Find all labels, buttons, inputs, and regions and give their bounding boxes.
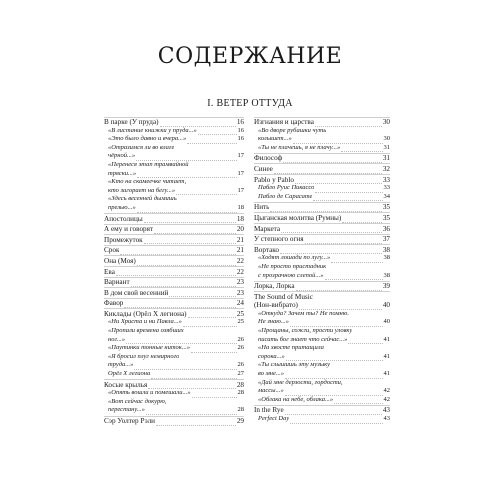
toc-page-number: 24 bbox=[236, 299, 244, 308]
toc-entry-title: Киклады (Орёл X легиона) bbox=[104, 309, 187, 318]
toc-subentry bbox=[254, 379, 390, 388]
section-heading: I. ВЕТЕР ОТТУДА bbox=[207, 98, 293, 109]
toc-entry bbox=[104, 245, 244, 255]
toc-column-right bbox=[254, 116, 390, 424]
toc-page-number: 41 bbox=[383, 370, 390, 378]
leader-dots bbox=[137, 206, 237, 213]
leader-dots bbox=[116, 269, 236, 276]
toc-page-number: 29 bbox=[236, 417, 244, 425]
toc-entry bbox=[254, 174, 390, 184]
toc-entry-title: Фавор bbox=[104, 299, 124, 308]
toc-page-number: 31 bbox=[382, 154, 390, 163]
toc-subentry bbox=[104, 187, 244, 196]
toc-entry-title: «Дай мне дерзости, гордости, bbox=[258, 378, 343, 386]
toc-subentry bbox=[254, 361, 390, 370]
toc-entry bbox=[254, 163, 390, 173]
toc-entry-title: Апостолицы bbox=[104, 214, 143, 223]
toc-entry-title: The Sound of Music bbox=[254, 292, 313, 301]
toc-page-number: 30 bbox=[382, 118, 390, 126]
toc-entry-title: Пабло Руис Пикассо bbox=[258, 184, 315, 192]
leader-dots bbox=[198, 128, 237, 135]
toc-subentry bbox=[104, 361, 244, 370]
toc-page-number: 16 bbox=[236, 118, 244, 126]
toc-subentry bbox=[254, 127, 390, 136]
toc-subentry bbox=[104, 318, 244, 327]
toc-subentry bbox=[104, 389, 244, 398]
toc-page-number: 26 bbox=[237, 344, 244, 352]
leader-dots bbox=[136, 154, 236, 161]
toc-subentry bbox=[104, 195, 244, 204]
leader-dots bbox=[283, 156, 381, 163]
toc-entry bbox=[254, 301, 390, 310]
toc-entry bbox=[104, 379, 244, 389]
toc-entry-title: труда...» bbox=[108, 361, 134, 369]
toc-entry-title: массы...» bbox=[258, 387, 284, 395]
toc-entry bbox=[104, 287, 244, 297]
toc-page-number: 40 bbox=[383, 318, 390, 326]
toc-subentry bbox=[254, 144, 390, 153]
toc-subentry bbox=[104, 144, 244, 153]
toc-entry-title: «Ты не плачешь, я не плачу...» bbox=[258, 143, 341, 151]
leader-dots bbox=[134, 363, 236, 370]
toc-page-number: 37 bbox=[382, 235, 390, 244]
toc-entry bbox=[254, 212, 390, 222]
leader-dots bbox=[325, 273, 383, 280]
toc-page-number: 41 bbox=[383, 335, 390, 343]
toc-page-number: 32 bbox=[382, 164, 390, 173]
toc-page-number: 26 bbox=[237, 335, 244, 343]
toc-entry bbox=[104, 266, 244, 276]
toc-subentry bbox=[104, 127, 244, 136]
toc-subentry bbox=[104, 170, 244, 179]
toc-entry-title: «Перенеся этап трамвайной bbox=[108, 160, 189, 168]
toc-page-number: 18 bbox=[236, 214, 244, 223]
toc-entry-title: In the Rye bbox=[254, 406, 284, 415]
toc-entry-title: кто загорает на бегу...» bbox=[108, 186, 176, 194]
toc-subentry bbox=[104, 344, 244, 353]
toc-entry-title: «Отразимся ли во влаге bbox=[108, 143, 175, 151]
toc-entry-title: Синее bbox=[254, 164, 273, 173]
toc-page-number: 39 bbox=[382, 282, 390, 291]
toc-entry-title: «Здесь весенней дымишь bbox=[108, 195, 177, 203]
toc-entry-title: прелью...» bbox=[108, 203, 136, 211]
leader-dots bbox=[154, 227, 236, 234]
toc-entry-title: «Облака на небе, облака...» bbox=[258, 395, 334, 403]
toc-subentry bbox=[104, 161, 244, 170]
toc-page-number: 27 bbox=[237, 370, 244, 378]
toc-subentry bbox=[254, 263, 390, 272]
leader-dots bbox=[331, 256, 382, 263]
toc-page-number: 40 bbox=[382, 301, 390, 310]
toc-entry-title: перестану...» bbox=[108, 406, 145, 414]
toc-subentry bbox=[104, 353, 244, 362]
toc-entry bbox=[254, 405, 390, 415]
leader-dots bbox=[285, 389, 383, 396]
toc-subentry bbox=[104, 370, 244, 379]
toc-entry-title: «Опять вошли и помешали...» bbox=[108, 389, 191, 397]
toc-entry bbox=[104, 117, 244, 127]
toc-entry-title: «Это было давно и вчера...» bbox=[108, 135, 187, 143]
toc-page-number: 28 bbox=[237, 406, 244, 414]
toc-entry-title: Пабло де Сарасате bbox=[258, 192, 313, 200]
toc-entry-title: «Паутинки тонные ниток...» bbox=[108, 344, 190, 352]
leader-dots bbox=[187, 137, 236, 144]
toc-page-number: 41 bbox=[383, 352, 390, 360]
toc-subentry bbox=[104, 406, 244, 415]
toc-entry-title: Лорка, Лорка bbox=[254, 282, 295, 291]
toc-page-number: 36 bbox=[382, 224, 390, 233]
toc-entry-title: Ева bbox=[104, 267, 115, 276]
toc-entry-title: Нить bbox=[254, 203, 270, 212]
leader-dots bbox=[341, 145, 382, 152]
toc-subentry bbox=[254, 310, 390, 319]
toc-page-number: 38 bbox=[382, 245, 390, 254]
toc-entry-title: Косые крылья bbox=[104, 380, 148, 389]
toc-subentry bbox=[254, 254, 390, 263]
toc-entry bbox=[254, 281, 390, 291]
toc-entry-title: (Нон-вибрато) bbox=[254, 301, 298, 310]
toc-subentry bbox=[254, 396, 390, 405]
toc-entry-title: «На хвосте притащила bbox=[258, 344, 324, 352]
leader-dots bbox=[156, 419, 236, 426]
toc-entry bbox=[104, 298, 244, 308]
toc-entry-title: сорока...» bbox=[258, 352, 285, 360]
toc-entry bbox=[254, 234, 390, 244]
leader-dots bbox=[285, 372, 383, 379]
toc-subentry bbox=[254, 336, 390, 345]
leader-dots bbox=[290, 417, 382, 424]
toc-subentry bbox=[254, 135, 390, 144]
toc-entry-title: Орёл X легиона bbox=[108, 370, 151, 378]
leader-dots bbox=[299, 303, 382, 310]
toc-page-number: 25 bbox=[237, 318, 244, 326]
toc-subentry bbox=[104, 135, 244, 144]
toc-entry-title: Pablo y Pablo bbox=[254, 175, 294, 184]
toc-entry bbox=[254, 291, 390, 301]
toc-subentry bbox=[104, 327, 244, 336]
toc-page-number: 21 bbox=[236, 246, 244, 255]
toc-entry bbox=[254, 153, 390, 163]
toc-page-number: 25 bbox=[236, 309, 244, 318]
toc-entry-title: «Не просто пристадник bbox=[258, 262, 327, 270]
toc-entry-title: Вариант bbox=[104, 278, 130, 287]
toc-page-number: 17 bbox=[237, 169, 244, 177]
toc-entry bbox=[104, 224, 244, 234]
toc-page-number: 22 bbox=[236, 256, 244, 265]
toc-entry bbox=[254, 223, 390, 233]
toc-subentry bbox=[254, 327, 390, 336]
leader-dots bbox=[148, 382, 236, 389]
toc-subentry bbox=[254, 184, 390, 193]
leader-dots bbox=[296, 284, 382, 291]
toc-entry-title: «В листание книжки у пруда...» bbox=[108, 126, 197, 134]
leader-dots bbox=[146, 408, 237, 415]
toc-entry bbox=[254, 244, 390, 254]
toc-entry-title: Маркета bbox=[254, 224, 281, 233]
toc-subentry bbox=[254, 387, 390, 396]
toc-subentry bbox=[254, 344, 390, 353]
toc-entry-title: А ему и говорят bbox=[104, 225, 154, 234]
toc-page-number: 35 bbox=[382, 213, 390, 222]
toc-page-number: 43 bbox=[383, 415, 390, 422]
leader-dots bbox=[188, 311, 236, 318]
leader-dots bbox=[293, 137, 383, 144]
toc-subentry bbox=[254, 272, 390, 281]
toc-entry-title: «Откуда? Зачем ты? Не помню. bbox=[258, 309, 349, 317]
toc-entry bbox=[104, 308, 244, 318]
toc-page-number: 38 bbox=[383, 271, 390, 279]
leader-dots bbox=[270, 205, 381, 212]
leader-dots bbox=[286, 354, 383, 361]
leader-dots bbox=[183, 320, 237, 327]
leader-dots bbox=[151, 372, 236, 379]
toc-entry-title: Срок bbox=[104, 246, 120, 255]
toc-subentry bbox=[254, 193, 390, 202]
toc-page-number: 31 bbox=[383, 143, 390, 151]
toc-entry-title: Промежуток bbox=[104, 235, 143, 244]
leader-dots bbox=[348, 337, 382, 344]
leader-dots bbox=[295, 177, 382, 184]
toc-page-number: 20 bbox=[236, 225, 244, 234]
leader-dots bbox=[137, 259, 236, 266]
toc-page-number: 26 bbox=[237, 361, 244, 369]
leader-dots bbox=[280, 247, 382, 254]
toc-entry-title: Изгнания и царства bbox=[254, 118, 314, 126]
leader-dots bbox=[137, 171, 236, 178]
toc-subentry bbox=[254, 370, 390, 379]
leader-dots bbox=[131, 280, 236, 287]
leader-dots bbox=[290, 320, 383, 327]
toc-subentry bbox=[104, 336, 244, 345]
toc-page-number: 22 bbox=[236, 267, 244, 276]
toc-page-number: 16 bbox=[237, 126, 244, 134]
leader-dots bbox=[285, 408, 382, 415]
toc-entry-title: чёрной...» bbox=[108, 152, 136, 160]
toc-page-number: 34 bbox=[383, 192, 390, 200]
toc-entry-title: «Ходят лошади по лугу...» bbox=[258, 254, 331, 262]
leader-dots bbox=[160, 120, 236, 127]
toc-entry-title: В парке (У пруда) bbox=[104, 118, 159, 126]
toc-entry bbox=[254, 202, 390, 212]
toc-entry-title: Вортако bbox=[254, 245, 280, 254]
toc-entry bbox=[104, 213, 244, 223]
toc-subentry bbox=[104, 204, 244, 213]
toc-page-number: 16 bbox=[237, 135, 244, 143]
toc-entry bbox=[104, 277, 244, 287]
toc-subentry bbox=[104, 152, 244, 161]
toc-page-number: 28 bbox=[237, 389, 244, 397]
toc-page-number: 43 bbox=[382, 406, 390, 415]
toc-page-number: 28 bbox=[236, 380, 244, 389]
leader-dots bbox=[313, 194, 382, 201]
toc-entry bbox=[104, 416, 244, 426]
leader-dots bbox=[144, 237, 236, 244]
toc-entry-title: «Ни Христа и ни Павла...» bbox=[108, 318, 182, 326]
toc-entry-title: «Вот сейчас докурю, bbox=[108, 397, 167, 405]
toc-entry-title: тряски...» bbox=[108, 169, 137, 177]
toc-page-number: 33 bbox=[383, 184, 390, 192]
toc-entry-title: Она (Моя) bbox=[104, 256, 136, 265]
toc-page-number: 42 bbox=[383, 395, 390, 403]
toc-page-number: 23 bbox=[236, 288, 244, 297]
leader-dots bbox=[176, 188, 236, 195]
toc-subentry bbox=[104, 398, 244, 407]
toc-subentry bbox=[254, 353, 390, 362]
toc-entry-title: колышет...» bbox=[258, 135, 292, 143]
toc-entry-title: Цыганская молитва (Румны) bbox=[254, 213, 342, 222]
toc-entry bbox=[254, 117, 390, 127]
toc-entry-title: Сэр Уолтер Рэли bbox=[104, 417, 156, 425]
toc-page-number: 30 bbox=[383, 135, 390, 143]
toc-page-number: 21 bbox=[236, 235, 244, 244]
toc-entry-title: писать бог знает что сейчас...» bbox=[258, 335, 348, 343]
leader-dots bbox=[169, 290, 235, 297]
toc-entry-title: ног...» bbox=[108, 335, 126, 343]
page-title: СОДЕРЖАНИЕ bbox=[157, 44, 343, 69]
toc-entry-title: во мне...» bbox=[258, 370, 284, 378]
toc-page-number: 23 bbox=[236, 278, 244, 287]
toc-entry-title: В дом свой весенний bbox=[104, 288, 169, 297]
leader-dots bbox=[191, 346, 237, 353]
toc-page-number: 42 bbox=[383, 387, 390, 395]
leader-dots bbox=[274, 167, 382, 174]
toc-entry-title: «Кто на скамеечке читает, bbox=[108, 178, 187, 186]
leader-dots bbox=[192, 391, 237, 398]
leader-dots bbox=[315, 186, 382, 193]
toc-entry-title: Perfect Day bbox=[258, 415, 290, 422]
toc-page-number: 35 bbox=[382, 203, 390, 212]
toc-column-left bbox=[104, 116, 244, 426]
toc-entry-title: Философ bbox=[254, 154, 283, 163]
leader-dots bbox=[334, 397, 382, 404]
leader-dots bbox=[342, 216, 382, 223]
toc-entry-title: Не знаю...» bbox=[258, 318, 289, 326]
toc-entry-title: «Во дворе рубашки чуть bbox=[258, 126, 327, 134]
toc-page-number: 17 bbox=[237, 152, 244, 160]
leader-dots bbox=[126, 337, 236, 344]
toc-subentry bbox=[104, 178, 244, 187]
toc-page-number: 17 bbox=[237, 186, 244, 194]
leader-dots bbox=[281, 226, 382, 233]
toc-entry-title: У степного огня bbox=[254, 235, 304, 244]
toc-entry-title: «Прощаны, сожги, прости уловку bbox=[258, 327, 353, 335]
toc-entry-title: «Я бросил плуг немирного bbox=[108, 352, 180, 360]
toc-entry-title: «Пропали времена озябших bbox=[108, 327, 184, 335]
toc-page-number: 18 bbox=[237, 203, 244, 211]
leader-dots bbox=[305, 237, 382, 244]
toc-entry-title: с прозрачною слепой...» bbox=[258, 271, 324, 279]
toc-subentry bbox=[254, 415, 390, 424]
toc-entry bbox=[104, 255, 244, 265]
toc-entry-title: «Ты слышишь эту музыку bbox=[258, 361, 331, 369]
toc-page-number: 33 bbox=[382, 175, 390, 184]
toc-subentry bbox=[254, 318, 390, 327]
leader-dots bbox=[144, 216, 236, 223]
leader-dots bbox=[120, 248, 235, 255]
leader-dots bbox=[124, 301, 235, 308]
leader-dots bbox=[315, 120, 382, 127]
toc-entry bbox=[104, 234, 244, 244]
toc-page-number: 38 bbox=[383, 254, 390, 262]
